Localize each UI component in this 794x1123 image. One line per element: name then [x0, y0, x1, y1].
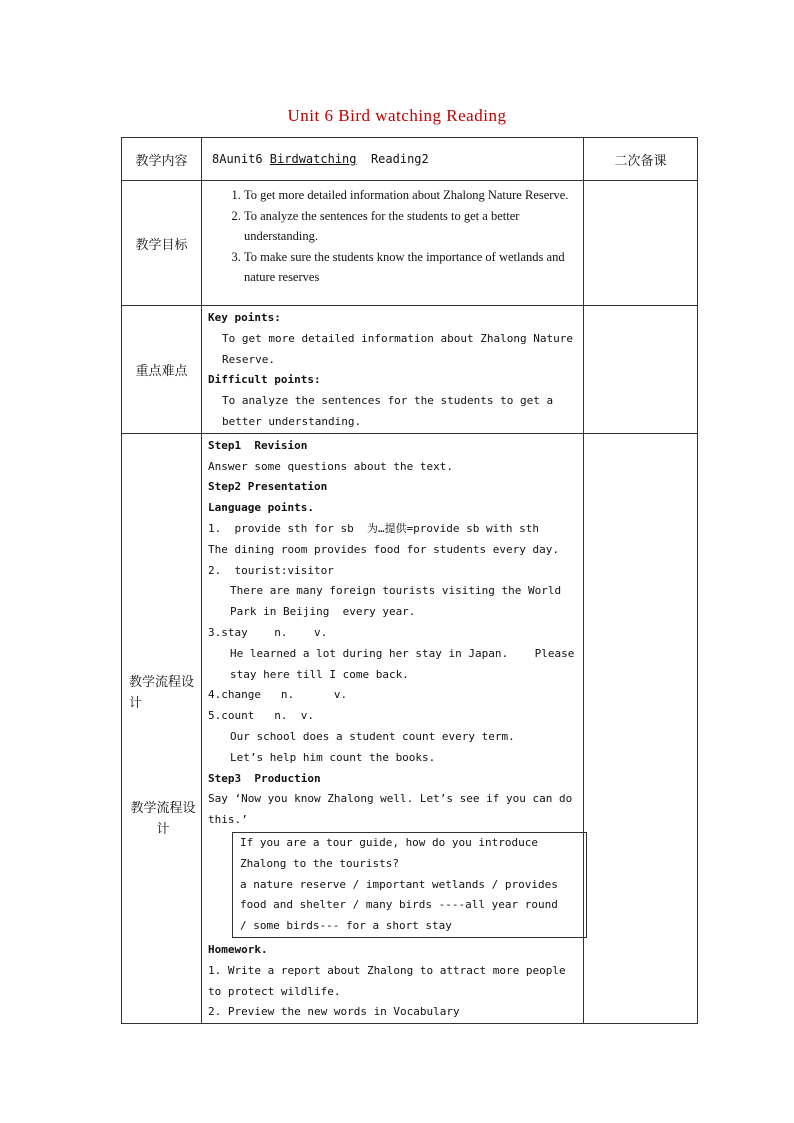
- step3-heading: Step3 Production: [208, 771, 321, 785]
- lp1-example: The dining room provides food for students every day.: [208, 542, 559, 556]
- goal-item: 2. To analyze the sentences for the students to get a better understanding.: [244, 206, 583, 247]
- key-text: To get more detailed information about Zhalong Nature Reserve.: [222, 331, 573, 366]
- homework-heading: Homework.: [208, 942, 268, 956]
- second-prep-header: 二次备课: [584, 138, 698, 181]
- goals-cell: [202, 181, 584, 306]
- lp5-example-2: Let’s help him count the books.: [230, 750, 436, 764]
- lp2-example: There are many foreign tourists visiting the World Park in Beijing every year.: [230, 584, 568, 619]
- homework-2: 2. Preview the new words in Vocabulary: [208, 1005, 460, 1019]
- content-label: 教学内容: [122, 138, 202, 181]
- lp3-example-1: He learned a lot during her stay in Japan. Please: [230, 646, 575, 660]
- step2-heading: Step2 Presentation: [208, 480, 328, 494]
- flow-label-2: 教学流程设计: [130, 800, 196, 837]
- key-cell: [202, 306, 584, 434]
- key-row: [122, 306, 698, 434]
- box-line: Zhalong to the tourists?: [240, 856, 399, 870]
- lp5-text: 5.count n. v.: [208, 709, 314, 723]
- step1-text: Answer some questions about the text.: [208, 459, 454, 473]
- flow-row: [122, 433, 698, 1023]
- box-line: food and shelter / many birds ----all year round: [240, 898, 558, 912]
- page-title: Unit 6 Bird watching Reading: [287, 106, 507, 125]
- box-line: If you are a tour guide, how do you introduce: [240, 835, 539, 849]
- difficult-text: To analyze the sentences for the students to get a better understanding.: [222, 394, 554, 428]
- content-suffix: Reading2: [356, 152, 429, 166]
- content-underlined: Birdwatching: [269, 152, 357, 166]
- key-label: 重点难点: [122, 306, 202, 434]
- goal-item: 3. To make sure the students know the importance of wetlands and nature reserves: [244, 247, 583, 288]
- content-row: [122, 138, 698, 181]
- homework-1: 1. Write a report about Zhalong to attract more people to protect wildlife.: [208, 963, 573, 998]
- content-value: [202, 138, 584, 181]
- goals-list: [202, 185, 583, 288]
- lp3-text: 3.stay n. v.: [208, 625, 328, 639]
- lp4-text: 4.change n. v.: [208, 688, 348, 702]
- flow-label-1: 教学流程设计: [129, 674, 195, 711]
- language-points-heading: Language points.: [208, 501, 314, 515]
- say-text: Say ‘Now you know Zhalong well. Let’s see if you can do this.’: [208, 792, 579, 827]
- content-prefix: 8Aunit6: [212, 152, 270, 166]
- box-line: a nature reserve / important wetlands / provides: [240, 877, 558, 891]
- flow-cell: [202, 433, 584, 1023]
- lp3-example-2: stay here till I come back.: [230, 667, 409, 681]
- goals-label: 教学目标: [122, 181, 202, 306]
- lp2-text: 2. tourist:visitor: [208, 563, 334, 577]
- flow-notes-cell: [584, 433, 698, 1023]
- tour-guide-box: [232, 832, 587, 938]
- lesson-plan-table: [121, 137, 698, 1024]
- key-notes-cell: [584, 306, 698, 434]
- goals-notes-cell: [584, 181, 698, 306]
- box-line: / some birds--- for a short stay: [240, 919, 452, 933]
- flow-label-cell: [122, 433, 202, 1023]
- difficult-heading: Difficult points:: [208, 373, 321, 387]
- key-heading: Key points:: [208, 311, 281, 324]
- step1-heading: Step1 Revision: [208, 438, 308, 452]
- lp1-text: 1. provide sth for sb 为…提供=provide sb with sth: [208, 521, 540, 535]
- goal-item: 1. To get more detailed information about Zhalong Nature Reserve.: [244, 185, 583, 206]
- goals-row: [122, 181, 698, 306]
- lp5-example-1: Our school does a student count every term.: [230, 729, 515, 743]
